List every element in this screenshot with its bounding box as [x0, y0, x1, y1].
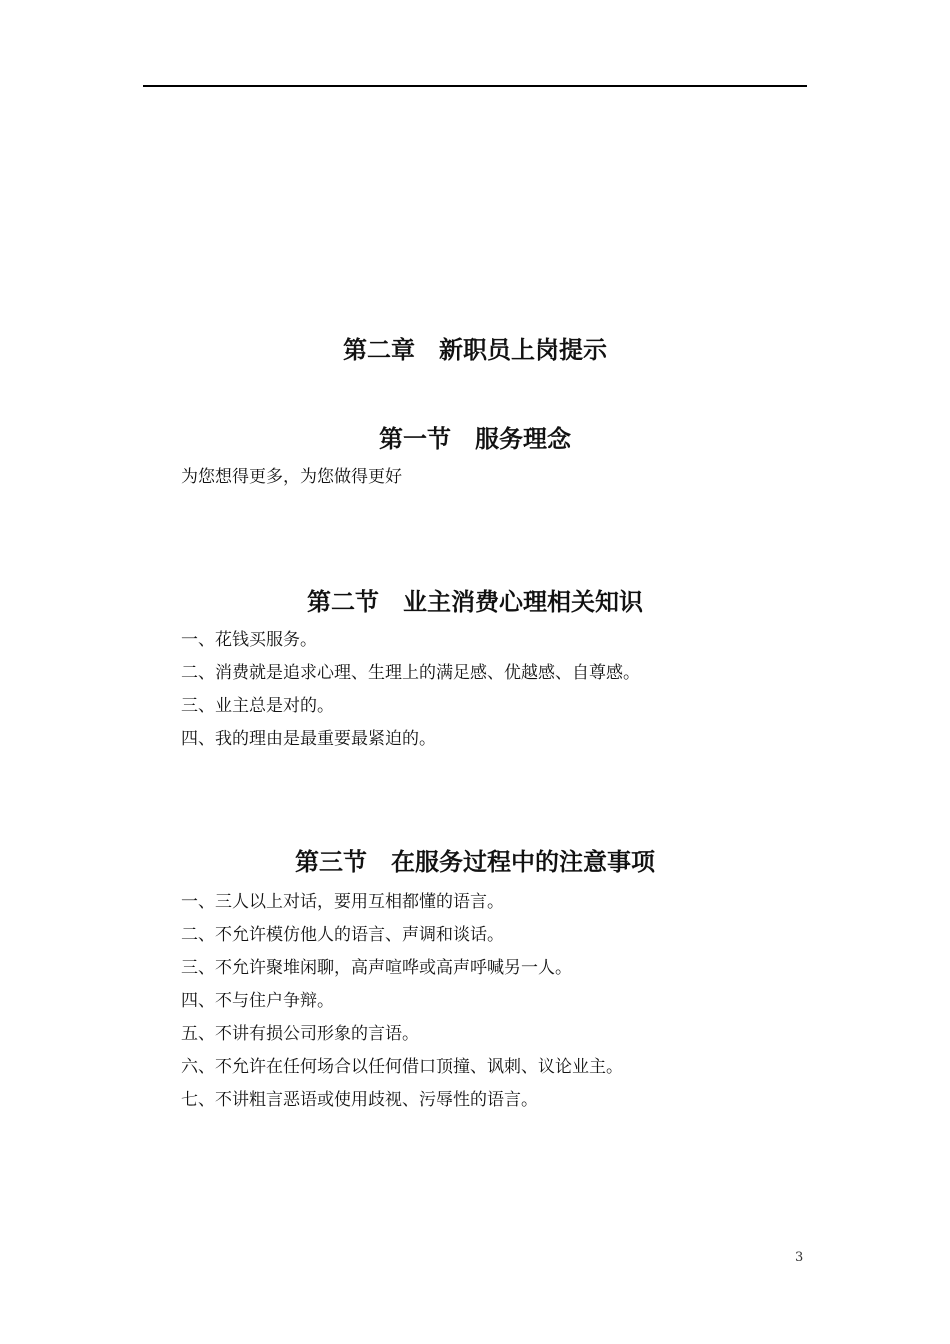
list-item: 四、不与住户争辩。 [181, 991, 334, 1011]
section-title-2: 第二节 业主消费心理相关知识 [307, 587, 643, 616]
header-rule [143, 85, 807, 87]
section-title-1: 第一节 服务理念 [379, 424, 571, 453]
list-item: 一、三人以上对话，要用互相都懂的语言。 [181, 892, 504, 912]
service-motto: 为您想得更多，为您做得更好 [181, 467, 402, 487]
consumer-psychology-list [181, 630, 640, 762]
list-item: 二、不允许模仿他人的语言、声调和谈话。 [181, 925, 504, 945]
list-item: 六、不允许在任何场合以任何借口顶撞、讽刺、议论业主。 [181, 1057, 623, 1077]
list-item: 四、我的理由是最重要最紧迫的。 [181, 729, 436, 749]
service-precautions-list [181, 892, 623, 1123]
section-title-3: 第三节 在服务过程中的注意事项 [295, 847, 655, 876]
list-item: 五、不讲有损公司形象的言语。 [181, 1024, 419, 1044]
list-item: 七、不讲粗言恶语或使用歧视、污辱性的语言。 [181, 1090, 538, 1110]
chapter-title: 第二章 新职员上岗提示 [343, 335, 607, 364]
list-item: 三、不允许聚堆闲聊，高声喧哗或高声呼喊另一人。 [181, 958, 572, 978]
list-item: 二、消费就是追求心理、生理上的满足感、优越感、自尊感。 [181, 663, 640, 683]
list-item: 三、业主总是对的。 [181, 696, 334, 716]
page-number: 3 [795, 1250, 804, 1265]
list-item: 一、花钱买服务。 [181, 630, 317, 650]
